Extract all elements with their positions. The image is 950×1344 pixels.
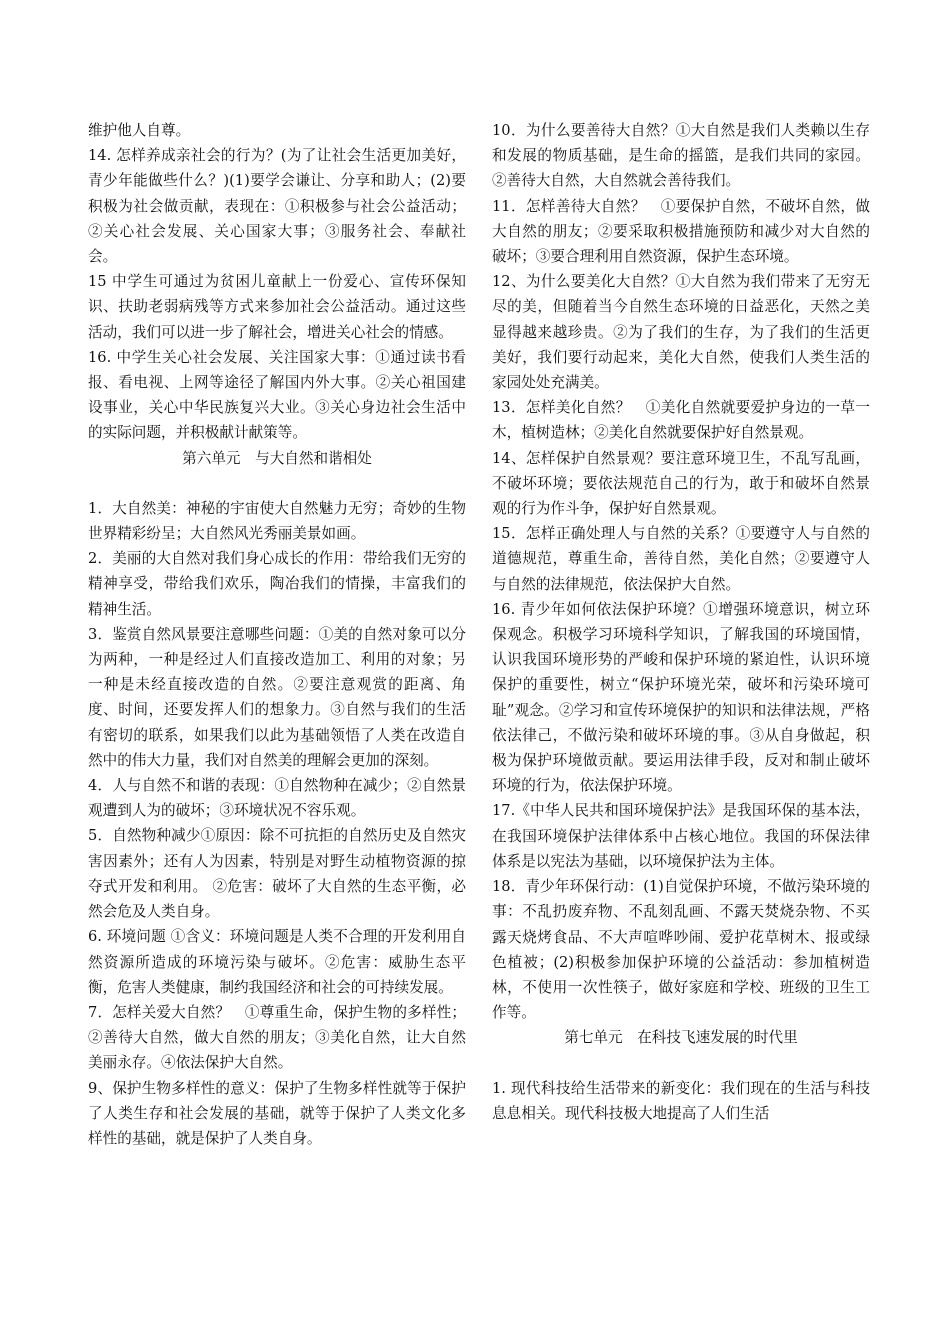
unit6-paragraph-11: 11．怎样善待大自然？ ①要保护自然，不破坏自然，做大自然的朋友；②要采取积极措施预防和减少对大自然的破坏；③要合理利用自然资源，保护生态环境。 xyxy=(492,197,870,266)
unit7-paragraph-1: 1. 现代科技给生活带来的新变化：我们现在的生活与科技息息相关。现代科技极大地提高了人们生活 xyxy=(492,1079,870,1122)
unit6-paragraph-4: 4．人与自然不和谐的表现：①自然物种在减少；②自然景观遭到人为的破坏；③环境状况不容乐观。 xyxy=(88,777,466,820)
paragraph-respect: 维护他人自尊。 xyxy=(88,122,191,139)
unit6-paragraph-9: 9、保护生物多样性的意义：保护了生物多样性就等于保护了人类生存和社会发展的基础，就等于保护了人类文化多样性的基础，就是保护了人类自身。 xyxy=(88,1079,466,1147)
unit-7-heading: 第七单元 在科技飞速发展的时代里 xyxy=(564,1029,798,1047)
unit6-paragraph-14: 14、怎样保护自然景观？要注意环境卫生，不乱写乱画，不破坏环境；要依法规范自己的行为，敢于和破坏自然景观的行为作斗争，保护好自然景观。 xyxy=(492,449,870,518)
unit6-paragraph-6: 6. 环境问题 ①含义：环境问题是人类不合理的开发利用自然资源所造成的环境污染与破坏。②危害：威胁生态平衡，危害人类健康，制约我国经济和社会的可持续发展。 xyxy=(88,928,466,996)
unit6-paragraph-2: 2．美丽的大自然对我们身心成长的作用：带给我们无穷的精神享受，带给我们欢乐，陶冶我们的情操，丰富我们的精神生活。 xyxy=(88,550,466,618)
unit6-paragraph-7: 7．怎样关爱大自然？ ①尊重生命，保护生物的多样性；②善待大自然，做大自然的朋友；③美化自然，让大自然美丽永存。④依法保护大自然。 xyxy=(88,1003,466,1072)
left-column xyxy=(88,118,466,1151)
paragraph-16-national-affairs: 16. 中学生关心社会发展、关注国家大事：①通过读书看报、看电视、上网等途径了解国内外大事。②关心祖国建设事业，关心中华民族复兴大业。③关心身边社会生活中的实际问题，并积极献计献策等。 xyxy=(88,348,466,442)
unit6-paragraph-17: 17.《中华人民共和国环境保护法》是我国环保的基本法，在我国环境保护法律体系中占核心地位。我国的环保法律体系是以宪法为基础，以环境保护法为主体。 xyxy=(492,802,870,870)
right-column xyxy=(492,118,870,1126)
paragraph-14-prosocial: 14. 怎样养成亲社会的行为？(为了让社会生活更加美好，青少年能做些什么？)(1)要学会谦让、分享和助人；(2)要积极为社会做贡献，表现在：①积极参与社会公益活动；②关心社会发展、关心国家大事；③服务社会、奉献社会。 xyxy=(88,147,466,266)
unit6-paragraph-13: 13．怎样美化自然？ ①美化自然就要爱护身边的一草一木，植树造林；②美化自然就要保护好自然景观。 xyxy=(492,399,870,442)
unit6-paragraph-12: 12、为什么要美化大自然？①大自然为我们带来了无穷无尽的美，但随着当今自然生态环境的日益恶化，天然之美显得越来越珍贵。②为了我们的生存，为了我们的生活更美好，我们要行动起来，美化大自然，使我们人类生活的家园处处充满美。 xyxy=(492,273,870,392)
unit6-paragraph-3: 3．鉴赏自然风景要注意哪些问题：①美的自然对象可以分为两种，一种是经过人们直接改造加工、利用的对象；另一种是未经直接改造的自然。②要注意观赏的距离、角度、时间，还要发挥人们的想象力。③自然与我们的生活有密切的联系，如果我们以此为基础领悟了人类在改造自然中的伟大力量，我们对自然美的理解会更加的深刻。 xyxy=(88,625,466,769)
unit6-paragraph-16: 16. 青少年如何依法保护环境？①增强环境意识，树立环保观念。积极学习环境科学知识，了解我国的环境国情，认识我国环境形势的严峻和保护环境的紧迫性，认识环境保护的重要性，树立“保护环境光荣，破坏和污染环境可耻”观念。②学习和宣传环境保护的知识和法律法规，严格依法律己，不做污染和破坏环境的事。③从自身做起，积极为保护环境做贡献。要运用法律手段，反对和制止破坏环境的行为，依法保护环境。 xyxy=(492,600,870,795)
unit6-paragraph-10: 10．为什么要善待大自然？①大自然是我们人类赖以生存和发展的物质基础，是生命的摇篮，是我们共同的家园。②善待大自然，大自然就会善待我们。 xyxy=(492,122,870,190)
spacer xyxy=(88,471,466,496)
unit-6-heading: 第六单元 与大自然和谐相处 xyxy=(182,449,372,467)
paragraph-15-public-welfare: 15 中学生可通过为贫困儿童献上一份爱心、宣传环保知识、扶助老弱病残等方式来参加社会公益活动。通过这些活动，我们可以进一步了解社会，增进关心社会的情感。 xyxy=(88,273,466,341)
unit6-paragraph-18: 18．青少年环保行动：(1)自觉保护环境，不做污染环境的事：不乱扔废弃物、不乱刻乱画、不露天焚烧杂物、不买露天烧烤食品、不大声喧哗吵闹、爱护花草树木、报或绿色植被；(2)积极参加保护环境的公益活动：参加植树造林，不使用一次性筷子，做好家庭和学校、班级的卫生工作等。 xyxy=(492,878,870,1022)
spacer xyxy=(492,1051,870,1076)
unit6-paragraph-5: 5．自然物种减少①原因：除不可抗拒的自然历史及自然灾害因素外；还有人为因素，特别是对野生动植物资源的掠夺式开发和利用。 ②危害：破坏了大自然的生态平衡，必然会危及人类自身。 xyxy=(88,827,466,921)
unit6-paragraph-15: 15．怎样正确处理人与自然的关系？①要遵守人与自然的道德规范，尊重生命，善待自然，美化自然；②要遵守人与自然的法律规范，依法保护大自然。 xyxy=(492,525,870,593)
unit6-paragraph-1: 1．大自然美：神秘的宇宙使大自然魅力无穷；奇妙的生物世界精彩纷呈；大自然风光秀丽美景如画。 xyxy=(88,499,466,543)
